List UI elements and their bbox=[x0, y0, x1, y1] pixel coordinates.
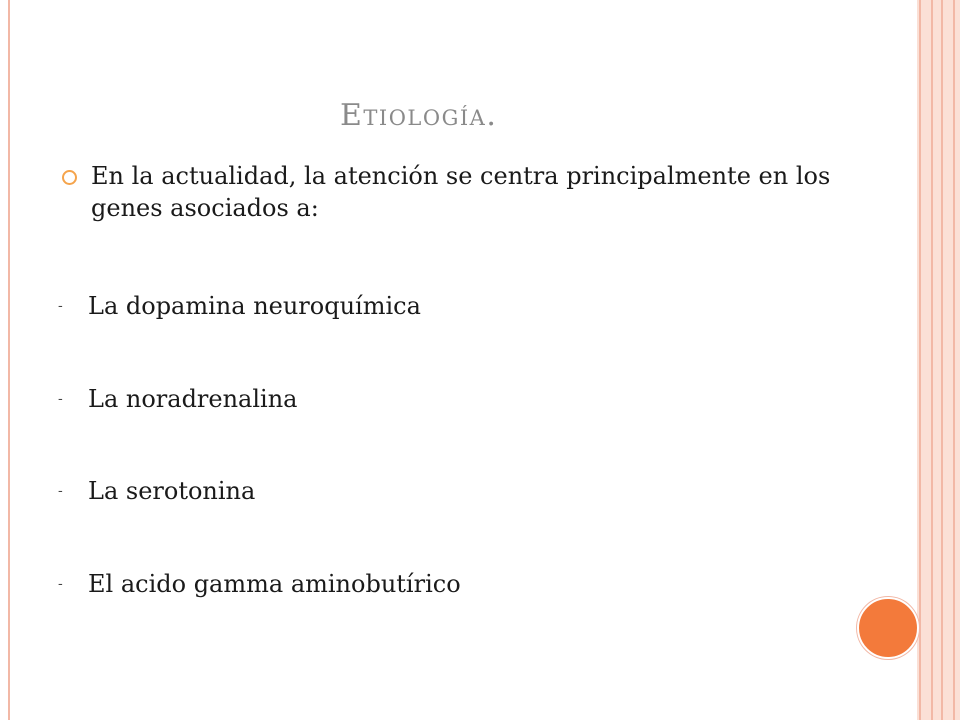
right-decorative-band bbox=[917, 0, 960, 720]
dash-marker: - bbox=[58, 576, 63, 592]
list-item-text: La dopamina neuroquímica bbox=[88, 292, 421, 320]
list-item-text: El acido gamma aminobutírico bbox=[88, 570, 461, 598]
dash-marker: - bbox=[58, 298, 63, 314]
band-stripe bbox=[919, 0, 921, 720]
list-item bbox=[58, 477, 255, 505]
list-item bbox=[58, 385, 297, 413]
band-stripe bbox=[953, 0, 955, 720]
band-stripe bbox=[931, 0, 933, 720]
list-item-text: La serotonina bbox=[88, 477, 256, 505]
intro-text: En la actualidad, la atención se centra principalmente en los genes asociados a: bbox=[91, 162, 831, 222]
list-item bbox=[58, 570, 461, 598]
dash-marker: - bbox=[58, 391, 63, 407]
ring-bullet-icon bbox=[62, 170, 77, 185]
dash-marker: - bbox=[58, 483, 63, 499]
decorative-orange-circle bbox=[857, 597, 919, 659]
band-stripe bbox=[941, 0, 943, 720]
intro-bullet bbox=[58, 160, 908, 224]
slide-title: Etiología. bbox=[340, 98, 498, 133]
frame-left-line bbox=[8, 0, 10, 720]
list-item bbox=[58, 292, 421, 320]
list-item-text: La noradrenalina bbox=[88, 385, 298, 413]
